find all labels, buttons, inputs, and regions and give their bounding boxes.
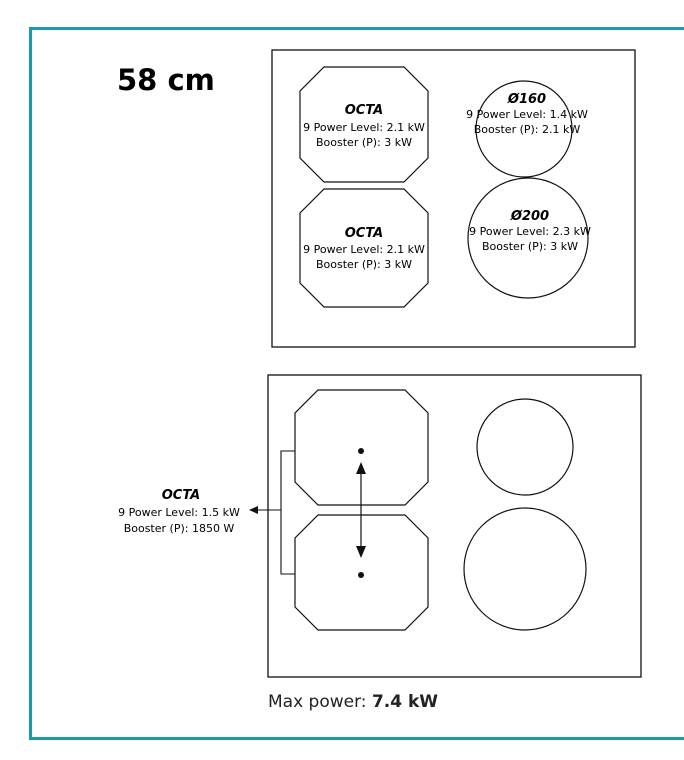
large-circle-zone-name: Ø200: [510, 209, 550, 224]
bottom-hob-outline: [268, 375, 641, 677]
bridge-bracket: [281, 451, 295, 574]
bridge-callout-power: 9 Power Level: 1.5 kW: [118, 506, 240, 519]
max-power-value: 7.4 kW: [371, 692, 439, 712]
small-circle-zone-power: 9 Power Level: 1.4 kW: [466, 108, 588, 121]
bridge-arrowhead-up: [356, 462, 366, 474]
top-hob-outline: [272, 50, 635, 347]
octa-zone-top-name: OCTA: [344, 103, 384, 118]
bridge-dot-bottom: [358, 572, 364, 578]
bottom-large-circle-zone: [464, 508, 586, 630]
bridge-arrowhead-down: [356, 546, 366, 558]
octa-zone-bottom-name: OCTA: [344, 226, 384, 241]
small-circle-zone-name: Ø160: [507, 92, 547, 107]
octa-zone-top-booster: Booster (P): 3 kW: [316, 136, 412, 149]
hob-size-title: 58 cm: [117, 63, 215, 97]
small-circle-zone-booster: Booster (P): 2.1 kW: [473, 123, 581, 136]
octa-zone-top-power: 9 Power Level: 2.1 kW: [303, 121, 425, 134]
bridge-callout-name: OCTA: [161, 488, 201, 503]
max-power-caption: [268, 692, 438, 712]
octa-zone-bottom-power: 9 Power Level: 2.1 kW: [303, 243, 425, 256]
large-circle-zone-booster: Booster (P): 3 kW: [482, 240, 578, 253]
large-circle-zone: [468, 178, 588, 298]
bridge-dot-top: [358, 448, 364, 454]
bridge-leader-arrowhead: [249, 506, 258, 514]
octa-zone-bottom-booster: Booster (P): 3 kW: [316, 258, 412, 271]
max-power-label: Max power:: [268, 692, 372, 712]
large-circle-zone-power: 9 Power Level: 2.3 kW: [469, 225, 591, 238]
bridge-callout-booster: Booster (P): 1850 W: [123, 522, 235, 535]
bottom-small-circle-zone: [477, 399, 573, 495]
